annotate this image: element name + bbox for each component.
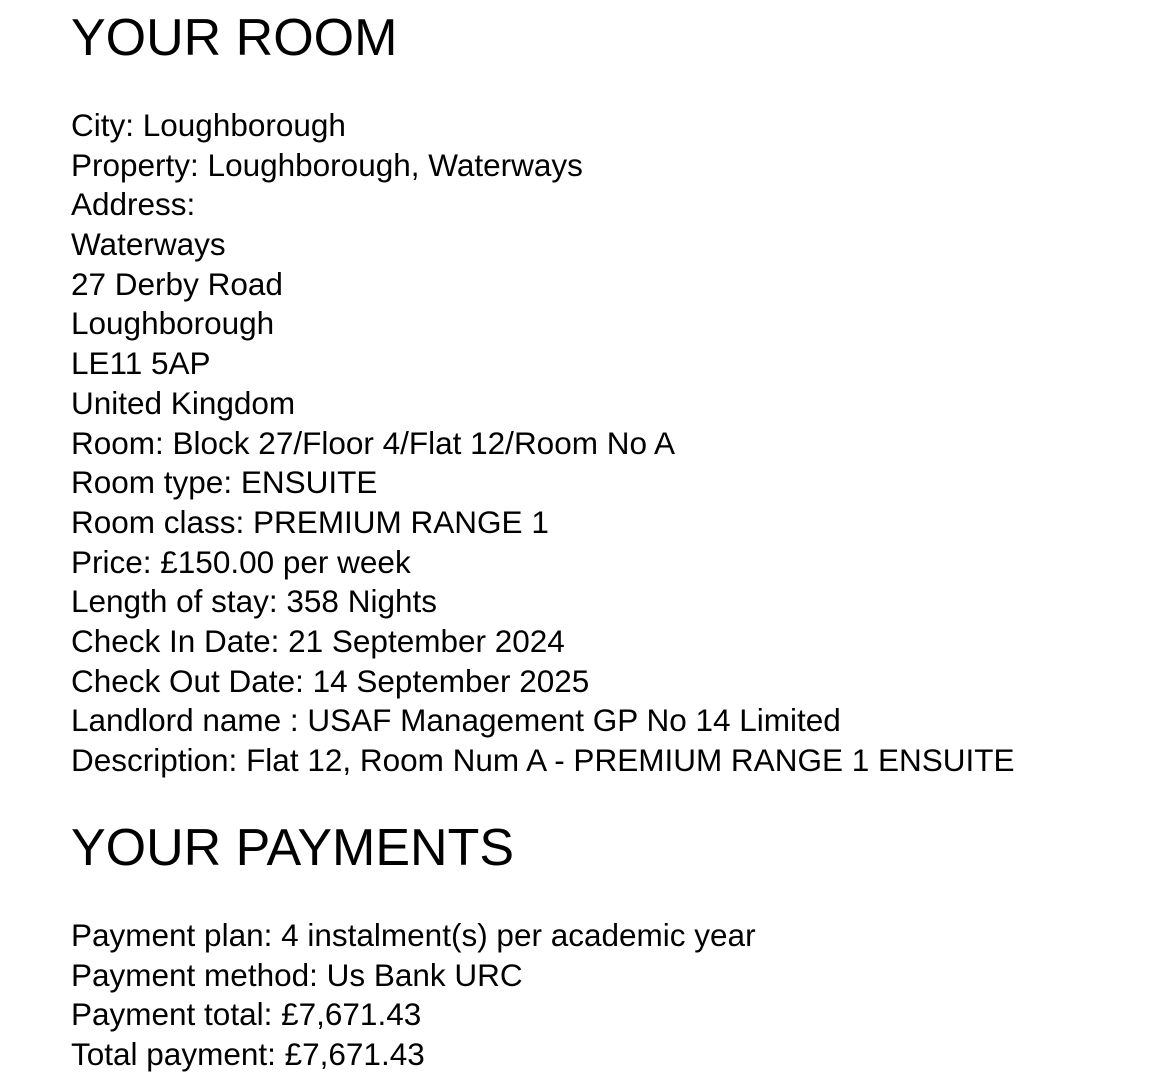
room-details-list — [71, 106, 1015, 781]
room-address-country: United Kingdom — [71, 384, 296, 421]
room-class: Room class: PREMIUM RANGE 1 — [71, 503, 549, 540]
room-description: Description: Flat 12, Room Num A - PREMIUM RANGE 1 ENSUITE — [71, 742, 1015, 778]
room-price: Price: £150.00 per week — [71, 543, 411, 580]
room-city: City: Loughborough — [71, 107, 346, 143]
payment-total: Payment total: £7,671.43 — [71, 996, 422, 1033]
payment-method: Payment method: Us Bank URC — [71, 956, 523, 993]
room-address-line-1: Waterways — [71, 226, 226, 263]
payment-plan: Payment plan: 4 instalment(s) per academic year — [71, 917, 756, 953]
room-address-line-2: 27 Derby Road — [71, 265, 283, 302]
room-check-in-date: Check In Date: 21 September 2024 — [71, 622, 565, 659]
room-landlord-name: Landlord name : USAF Management GP No 14 Limited — [71, 702, 841, 739]
room-address-label: Address: — [71, 186, 196, 223]
room-property: Property: Loughborough, Waterways — [71, 146, 583, 183]
room-address-postcode: LE11 5AP — [71, 345, 211, 382]
room-check-out-date: Check Out Date: 14 September 2025 — [71, 662, 590, 699]
room-number: Room: Block 27/Floor 4/Flat 12/Room No A — [71, 424, 676, 461]
room-type: Room type: ENSUITE — [71, 464, 378, 501]
total-payment: Total payment: £7,671.43 — [71, 1036, 425, 1073]
room-section-title: YOUR ROOM — [71, 9, 398, 67]
room-address-line-3: Loughborough — [71, 305, 275, 342]
payment-details-list — [71, 916, 756, 1075]
room-length-of-stay: Length of stay: 358 Nights — [71, 583, 437, 620]
payments-section-title: YOUR PAYMENTS — [71, 819, 515, 877]
